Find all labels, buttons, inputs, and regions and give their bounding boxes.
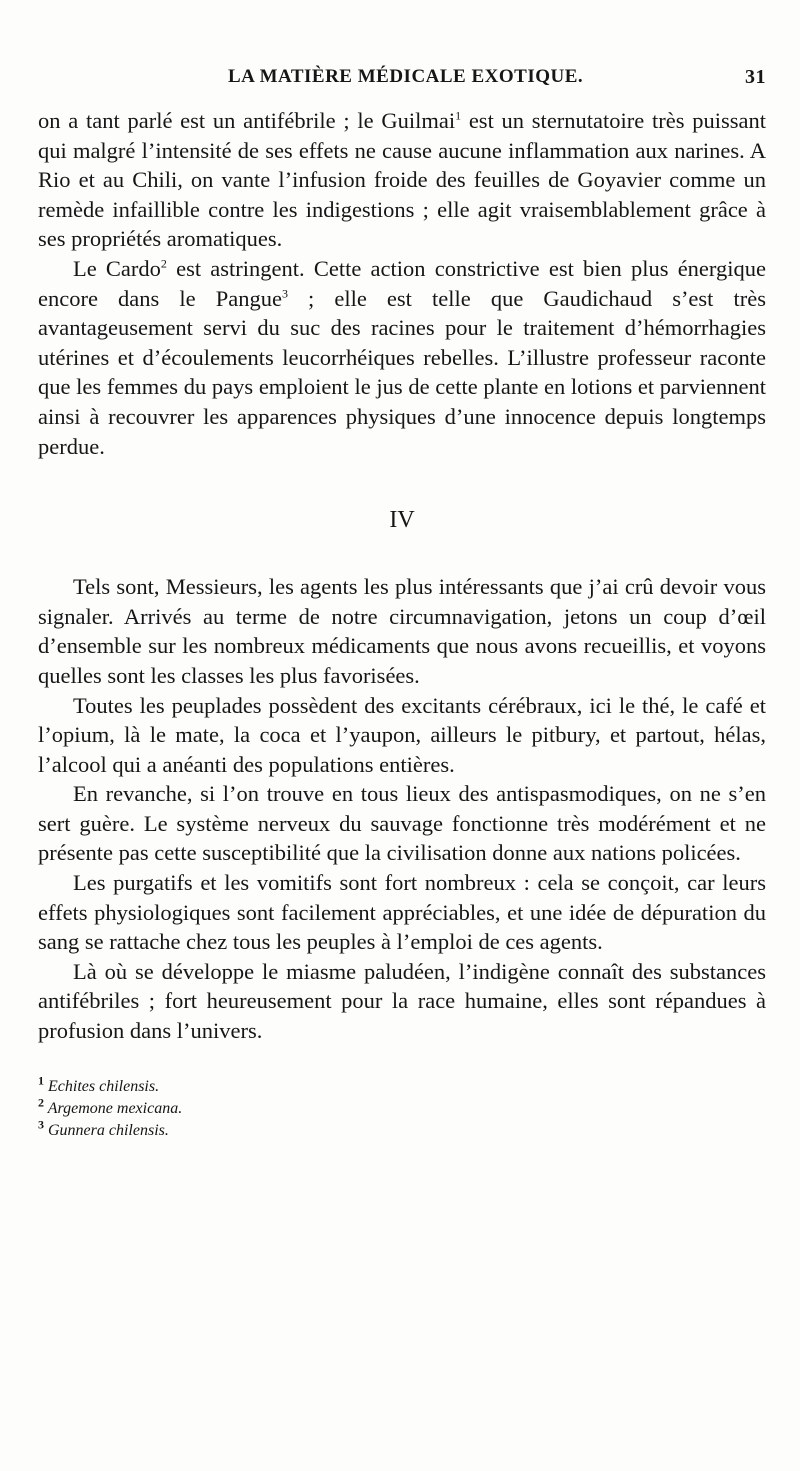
section-heading: IV: [389, 507, 415, 534]
text-run: on a tant parlé est un antifébrile ; le Guilmai: [38, 108, 456, 133]
page-number: 31: [745, 66, 766, 88]
footnote-text: Argemone mexicana.: [47, 1099, 183, 1117]
footnotes: [38, 1073, 766, 1142]
section-paragraph-3: En revanche, si l’on trouve en tous lieux des antispasmodiques, on ne s’en sert guère. Le système nerveux du sauvage fonctionne très modérément et ne présente pas cette susceptibilité que la civilisation donne aux nations policées.: [38, 781, 766, 866]
footnote-text: Echites chilensis.: [48, 1077, 160, 1095]
section-paragraph-4: Les purgatifs et les vomitifs sont fort nombreux : cela se conçoit, car leurs effets physiologiques sont facilement appréciables, et une idée de dépuration du sang se rattache chez tous les peuples à l’emploi de ces agents.: [38, 870, 766, 955]
text-run: est astringent. Cette action constrictive est bien plus énergique encore dans le Pangue: [38, 255, 766, 311]
running-header: [38, 58, 766, 98]
section-paragraph-1: Tels sont, Messieurs, les agents les plus intéressants que j’ai crû devoir vous signaler. Arrivés au terme de notre circumnavigation, jetons un coup d’œil d’ensemble sur les nombreux médicaments que nous avons recueillis, et voyons quelles sont les classes les plus favorisées.: [38, 574, 766, 688]
text-run: ; elle est telle que Gaudichaud s’est très avantageusement servi du suc des racines pour le traitement d’hémorrhagies utérines et d’écoulements leucorrhéiques rebelles. L’illustre professeur raconte que les femmes du pays emploient le jus de cette plante en lotions et parviennent ainsi à recouvrer les apparences physiques d’une innocence depuis longtemps perdue.: [38, 285, 767, 459]
footnote-3: [38, 1117, 766, 1142]
footnote-ref-2: 2: [160, 256, 167, 271]
footnote-2: [38, 1095, 766, 1120]
book-page: [38, 58, 766, 1142]
section-paragraph-5: Là où se développe le miasme paludéen, l’indigène connaît des substances antifébriles ; fort heureusement pour la race humaine, elles sont répandues à profusion dans l’univers.: [38, 958, 766, 1044]
paragraph-2: [38, 254, 766, 461]
footnote-mark: 1: [38, 1073, 44, 1088]
footnote-1: [38, 1073, 766, 1098]
text-run: Le Cardo: [73, 255, 161, 281]
running-title: LA MATIÈRE MÉDICALE EXOTIQUE.: [228, 66, 584, 87]
footnote-ref-3: 3: [281, 286, 288, 301]
paragraph-1: [38, 106, 766, 254]
footnote-mark: 2: [38, 1095, 44, 1110]
text-run: est un sternutatoire très puissant qui malgré l’intensité de ses effets ne cause aucune inflammation aux narines. A Rio et au Chili, on vante l’infusion froide des feuilles de Goyavier comme un remède infaillible contre les indigestions ; elle agit vraisemblablement grâce à ses propriétés aromatiques.: [38, 108, 766, 252]
footnote-ref-1: 1: [455, 108, 462, 123]
footnote-text: Gunnera chilensis.: [48, 1121, 169, 1139]
section-paragraph-2: Toutes les peuplades possèdent des excitants cérébraux, ici le thé, le café et l’opium, là le mate, la coca et l’yaupon, ailleurs le pitbury, et partout, hélas, l’alcool qui a anéanti des populations entières.: [38, 692, 766, 777]
footnote-mark: 3: [38, 1117, 44, 1132]
